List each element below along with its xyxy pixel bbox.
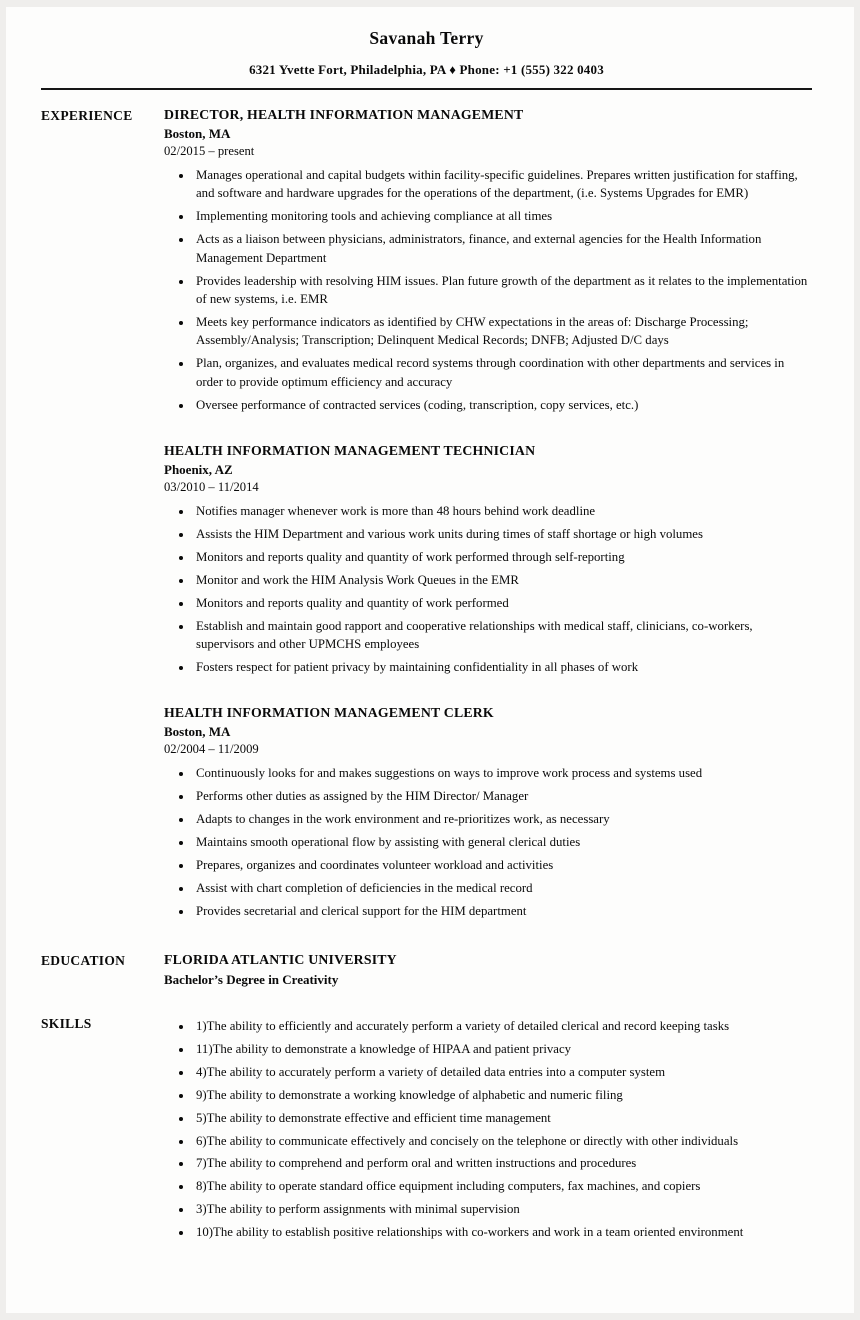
resume-body xyxy=(41,107,812,1246)
skills-label: SKILLS xyxy=(41,1015,92,1031)
bullet-item: • Notifies manager whenever work is more than 48 hours behind work deadline xyxy=(193,502,812,520)
job-bullet-list xyxy=(193,764,812,920)
skill-item: • 8)The ability to operate standard office equipment including computers, fax machines, and copiers xyxy=(193,1177,812,1195)
bullet-item: • Establish and maintain good rapport and cooperative relationships with medical staff, clinicians, co-workers, supervisors and other UPMCHS employees xyxy=(193,617,812,654)
job-dates: 02/2004 – 11/2009 xyxy=(164,742,259,757)
bullet-item: • Prepares, organizes and coordinates volunteer workload and activities xyxy=(193,856,812,874)
job-entry xyxy=(164,107,812,414)
bullet-item: • Monitors and reports quality and quantity of work performed through self-reporting xyxy=(193,548,812,566)
job-title: HEALTH INFORMATION MANAGEMENT TECHNICIAN xyxy=(164,443,536,459)
skill-item: • 7)The ability to comprehend and perform oral and written instructions and procedures xyxy=(193,1154,812,1172)
skill-item: • 1)The ability to efficiently and accurately perform a variety of detailed clerical and record keeping tasks xyxy=(193,1017,812,1035)
job-location: Boston, MA xyxy=(164,126,231,141)
candidate-name: Savanah Terry xyxy=(369,28,484,48)
skills-content xyxy=(164,1015,812,1246)
school-name: FLORIDA ATLANTIC UNIVERSITY xyxy=(164,951,397,967)
bullet-item: • Oversee performance of contracted services (coding, transcription, copy services, etc.) xyxy=(193,396,812,414)
education-content xyxy=(164,952,812,988)
bullet-item: • Provides secretarial and clerical support for the HIM department xyxy=(193,902,812,920)
resume-page xyxy=(6,7,854,1313)
job-title: HEALTH INFORMATION MANAGEMENT CLERK xyxy=(164,705,494,721)
resume-header xyxy=(41,28,812,90)
job-dates: 02/2015 – present xyxy=(164,144,255,158)
bullet-item: • Manages operational and capital budgets within facility-specific guidelines. Prepares written justification for staffing, and software and hardware upgrades for the operations of the department, (i.e. Systems Upgrades for EMR) xyxy=(193,166,812,203)
job-dates: 03/2010 – 11/2014 xyxy=(164,480,259,495)
job-title: DIRECTOR, HEALTH INFORMATION MANAGEMENT xyxy=(164,107,524,122)
bullet-item: • Implementing monitoring tools and achieving compliance at all times xyxy=(193,207,812,225)
bullet-item: • Assists the HIM Department and various work units during times of staff shortage or high volumes xyxy=(193,525,812,543)
skill-item: • 11)The ability to demonstrate a knowledge of HIPAA and patient privacy xyxy=(193,1040,812,1058)
bullet-item: • Continuously looks for and makes suggestions on ways to improve work process and systems used xyxy=(193,764,812,782)
education-section xyxy=(41,952,812,988)
skill-item: • 5)The ability to demonstrate effective and efficient time management xyxy=(193,1109,812,1127)
header-divider xyxy=(41,88,812,90)
experience-content xyxy=(164,107,812,925)
bullet-item: • Plan, organizes, and evaluates medical record systems through coordination with other departments and services in order to provide optimum efficiency and accuracy xyxy=(193,354,812,391)
experience-label: EXPERIENCE xyxy=(41,108,133,123)
bullet-item: • Monitors and reports quality and quantity of work performed xyxy=(193,594,812,612)
job-location: Boston, MA xyxy=(164,724,231,740)
job-entry xyxy=(164,705,812,920)
bullet-item: • Maintains smooth operational flow by assisting with general clerical duties xyxy=(193,833,812,851)
skill-item: • 6)The ability to communicate effectively and concisely on the telephone or directly with other individuals xyxy=(193,1132,812,1150)
bullet-item: • Fosters respect for patient privacy by maintaining confidentiality in all phases of work xyxy=(193,658,812,676)
skill-item: • 3)The ability to perform assignments with minimal supervision xyxy=(193,1200,812,1218)
job-entry xyxy=(164,443,812,676)
bullet-item: • Acts as a liaison between physicians, administrators, finance, and external agencies for the Health Information Management Department xyxy=(193,230,812,267)
job-bullet-list xyxy=(193,502,812,676)
job-bullet-list xyxy=(193,166,812,414)
bullet-item: • Monitor and work the HIM Analysis Work Queues in the EMR xyxy=(193,571,812,589)
bullet-item: • Provides leadership with resolving HIM issues. Plan future growth of the department as it relates to the implementation of new systems, i.e. EMR xyxy=(193,272,812,309)
bullet-item: • Assist with chart completion of deficiencies in the medical record xyxy=(193,879,812,897)
skill-item: • 4)The ability to accurately perform a variety of detailed data entries into a computer system xyxy=(193,1063,812,1081)
experience-section xyxy=(41,107,812,925)
education-label: EDUCATION xyxy=(41,952,126,968)
bullet-item: • Meets key performance indicators as identified by CHW expectations in the areas of: Discharge Processing; Assembly/Analysis; Transcription; Delinquent Medical Records; DNFB; Adjusted D/C days xyxy=(193,313,812,350)
degree-name: Bachelor’s Degree in Creativity xyxy=(164,971,339,987)
skill-item: • 9)The ability to demonstrate a working knowledge of alphabetic and numeric filing xyxy=(193,1086,812,1104)
job-location: Phoenix, AZ xyxy=(164,462,233,478)
skills-section xyxy=(41,1015,812,1246)
skills-list xyxy=(193,1017,812,1242)
skill-item: • 10)The ability to establish positive relationships with co-workers and work in a team oriented environment xyxy=(193,1223,812,1241)
bullet-item: • Adapts to changes in the work environment and re-prioritizes work, as necessary xyxy=(193,810,812,828)
contact-line: 6321 Yvette Fort, Philadelphia, PA ♦ Phone: +1 (555) 322 0403 xyxy=(249,62,604,77)
bullet-item: • Performs other duties as assigned by the HIM Director/ Manager xyxy=(193,787,812,805)
